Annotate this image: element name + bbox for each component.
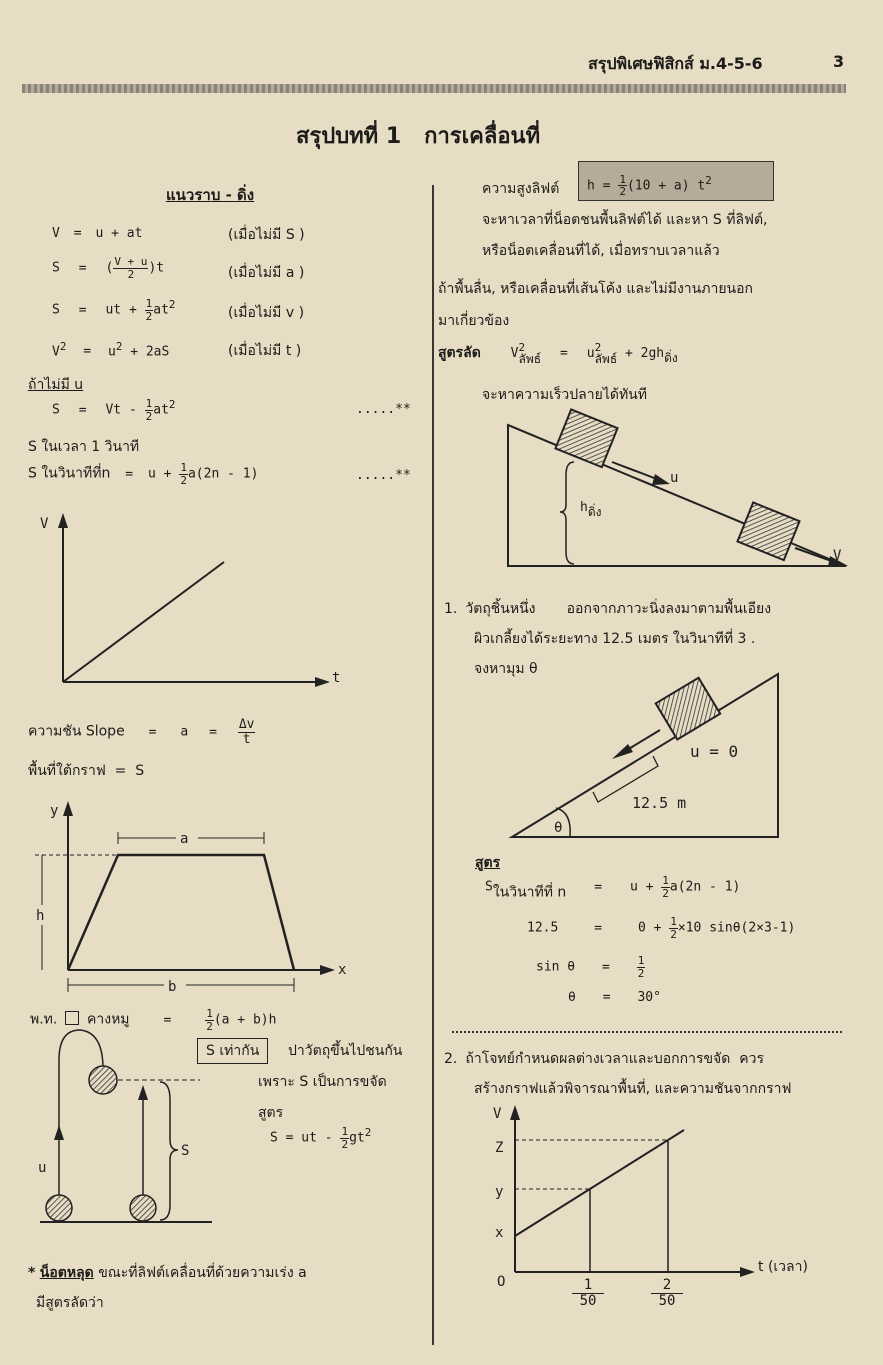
sol-r1-num: 1	[662, 874, 669, 887]
lift-tail: (10 + a) t	[626, 178, 706, 194]
eq3-exp: 2	[168, 298, 176, 312]
s-brace	[160, 1082, 178, 1220]
eq4-rexp: 2	[115, 340, 123, 353]
area-under-graph: พื้นที่ใต้กราฟ = S	[28, 763, 145, 779]
slope-num: Δv	[238, 717, 255, 732]
eq5-exp: 2	[168, 398, 176, 412]
shortcut-sub2: ลัพธ์	[594, 352, 618, 366]
vt2-o: O	[497, 1274, 506, 1290]
note-bold: น็อตหลุด	[39, 1265, 94, 1281]
sol-r1: Sในวินาทีที่ n = u + $\frac{1}{2}$ a(2n - 1)	[485, 874, 741, 901]
sol-r3-lhs: sin θ	[536, 959, 576, 975]
s-in-1s: S ในเวลา 1 วินาที	[28, 439, 140, 455]
note-star: *	[28, 1265, 36, 1281]
h-brace	[560, 462, 574, 564]
sol-r2-tail: ×10 sinθ(2×3-1)	[677, 920, 796, 936]
trap-h-label: h	[36, 908, 45, 924]
throw-text2: เพราะ S เป็นการขจัด	[258, 1074, 387, 1090]
block-2	[737, 502, 799, 560]
slope-a: a	[180, 724, 189, 740]
throw-text3: สูตร	[258, 1105, 284, 1121]
incline2-theta: θ	[554, 820, 563, 836]
shortcut-v: V	[510, 346, 519, 361]
eq5-tail: at	[153, 402, 169, 418]
p2: หรือน็อตเคลื่อนที่ได้, เมื่อทราบเวลาแล้ว	[482, 243, 720, 259]
lift-exp: 2	[705, 174, 712, 187]
sol-r1-den: 2	[662, 886, 669, 900]
vt2-t2-num: 2	[651, 1278, 683, 1294]
trapezoid-icon	[65, 1011, 79, 1025]
sol-r1-tail: a(2n - 1)	[669, 879, 741, 895]
eq2-cond: (เมื่อไม่มี a )	[228, 265, 305, 281]
eq3-num: 1	[145, 297, 153, 310]
eq5-den: 2	[145, 409, 153, 423]
vt2-t1	[572, 1278, 604, 1308]
shortcut-sub3: ดิ่ง	[664, 351, 678, 365]
eq6-tail: a(2n - 1)	[187, 466, 259, 482]
vt2-t2	[651, 1278, 683, 1308]
q1-line1	[444, 598, 771, 620]
eq3-pre: ut +	[105, 302, 137, 318]
section-heading: แนวราบ - ดิ่ง	[166, 186, 255, 204]
incline1-v: V	[833, 548, 842, 564]
trap-area: พ.ท. คางหมู = $\frac{1}{2}$ (a + b)h	[30, 1007, 277, 1033]
eq3-den: 2	[145, 309, 153, 323]
eq5-lhs: S	[52, 402, 60, 418]
incline1-h	[580, 500, 601, 522]
shortcut-note: จะหาความเร็วปลายได้ทันที	[482, 387, 647, 403]
trap-area-label: พ.ท.	[30, 1011, 58, 1028]
sol-r2: 12.5 = 0 + $\frac{1}{2}$ ×10 sinθ(2×3-1)	[527, 915, 796, 941]
lift-formula	[578, 161, 774, 201]
dotted-separator	[452, 1031, 842, 1033]
book-title: สรุปพิเศษฟิสิกส์ ม.4-5-6	[588, 54, 763, 73]
trap-y-arrow	[63, 801, 73, 816]
trap-area-den: 2	[206, 1019, 213, 1033]
q2-text1: ถ้าโจทย์กำหนดผลต่างเวลาและบอกการขจัด ควร	[465, 1051, 765, 1067]
no-u-label: ถ้าไม่มี u	[28, 377, 84, 393]
vt2-x-label: t (เวลา)	[758, 1259, 808, 1275]
sol-r3-num: 1	[637, 954, 645, 967]
eq2-den: 2	[127, 267, 135, 281]
eq6-den: 2	[180, 473, 187, 487]
sol-r2-pre: 0 +	[637, 920, 662, 936]
q2-line2: สร้างกราฟแล้วพิจารณาพื้นที่, และความชันจากกราฟ	[474, 1081, 792, 1097]
throw-formula	[270, 1126, 371, 1150]
p4: มาเกี่ยวข้อง	[438, 313, 510, 329]
eq6-lhs: S ในวินาทีที่n	[28, 465, 111, 482]
sol-r4-lhs: θ	[568, 990, 576, 1005]
incline1-h-letter: h	[580, 500, 588, 515]
eq2-lhs: S	[52, 260, 60, 276]
eq6-mark: .....**	[356, 468, 411, 483]
slope-label: ความชัน Slope	[28, 723, 125, 740]
sol-r1-sub: ในวินาทีที่ n	[492, 884, 567, 901]
q1-line2: ผิวเกลี้ยงได้ระยะทาง 12.5 เมตร ในวินาทีที่ 3 .	[474, 631, 756, 647]
vt-line	[63, 562, 224, 682]
sol-r4: θ = 30°	[568, 990, 661, 1005]
slope-den: t	[242, 731, 251, 747]
slope: ความชัน Slope = a = $\frac{\Delta v}{t}$	[28, 717, 255, 747]
note	[28, 1262, 307, 1284]
ball-1-path	[59, 1030, 103, 1195]
q1-num: 1.	[444, 601, 458, 617]
sol-r2-lhs: 12.5	[527, 920, 559, 936]
throw-u-label: u	[38, 1160, 47, 1176]
throw-text1: ปาวัตถุขึ้นไปชนกัน	[288, 1043, 403, 1059]
throw-exp: 2	[364, 1126, 372, 1140]
chapter-title: สรุปบทที่ 1 การเคลื่อนที่	[296, 124, 541, 149]
shortcut-label: สูตรลัด	[438, 345, 481, 361]
eq3-cond: (เมื่อไม่มี v )	[228, 305, 305, 321]
eq4-lexp: 2	[59, 340, 67, 353]
shortcut-exp1: 2	[518, 341, 526, 354]
sol-r1-lhs: S	[485, 879, 493, 895]
q1-line3: จงหามุม θ	[474, 661, 538, 677]
ball-2-arrow	[138, 1085, 148, 1100]
eq4-lhs: V	[52, 344, 60, 360]
trap-shape	[68, 855, 294, 970]
eq5-pre: Vt -	[105, 402, 137, 418]
vt2-t2-den: 50	[658, 1292, 676, 1309]
vt2-z: Z	[495, 1140, 504, 1156]
sol-label: สูตร	[475, 855, 501, 871]
sol-r1-pre: u +	[629, 879, 654, 895]
eq2-num: V + u	[114, 255, 148, 268]
sol-r4-rhs: 30°	[637, 990, 661, 1005]
eq3: S = ut + $\frac{1}{2}$ $at^2$	[52, 297, 176, 323]
eq4-cond: (เมื่อไม่มี t )	[228, 343, 302, 359]
eq1: V = u + at	[52, 226, 143, 241]
throw-s-label: S	[181, 1143, 190, 1159]
shortcut-u: u	[586, 346, 595, 361]
trap-area-tail: (a + b)h	[213, 1012, 277, 1028]
page-number: 3	[833, 52, 845, 71]
lift-num: 1	[619, 172, 626, 186]
incline1-h-sub: ดิ่ง	[587, 505, 602, 519]
vt2-t1-num: 1	[572, 1278, 604, 1294]
eq1-cond: (เมื่อไม่มี S )	[228, 227, 305, 243]
ball-1-arrow	[54, 1125, 64, 1140]
eq6-pre: u +	[148, 466, 172, 482]
eq3-tail: at	[153, 302, 169, 318]
eq1-lhs: V	[52, 226, 60, 241]
eq1-rhs: u + at	[95, 226, 143, 241]
trap-area-shape: คางหมู	[87, 1011, 130, 1028]
eq4: $V^2 = u^2 + 2aS$	[52, 340, 170, 360]
shortcut	[438, 342, 678, 368]
eq6-num: 1	[180, 461, 187, 474]
vt2-t1-den: 50	[579, 1292, 597, 1309]
eq2-tail: )t	[148, 260, 165, 276]
note-text: ขณะที่ลิฟต์เคลื่อนที่ด้วยความเร่ง a	[98, 1265, 307, 1281]
throw-formula-pre: S = ut -	[270, 1130, 333, 1146]
throw-num: 1	[341, 1125, 349, 1138]
vt2-x: x	[495, 1225, 504, 1241]
trap-b-label: b	[168, 979, 177, 995]
vt-y-arrow	[58, 513, 68, 528]
eq5: S = Vt - $\frac{1}{2}$ $at^2$	[52, 397, 176, 423]
p1: จะหาเวลาที่น็อตชนพื้นลิฟต์ได้ และหา S ที่ลิฟต์,	[482, 212, 768, 228]
shortcut-eq: =	[559, 346, 568, 361]
q2-num: 2.	[444, 1051, 458, 1067]
eq6: S ในวินาทีที่n = u + $\frac{1}{2}$ a(2n - 1)	[28, 461, 259, 487]
vt2-line	[515, 1130, 684, 1236]
sol-r2-den: 2	[670, 927, 677, 941]
block-1	[555, 409, 617, 467]
p3: ถ้าพื้นลื่น, หรือเคลื่อนที่เส้นโค้ง และไม่มีงานภายนอก	[438, 281, 753, 297]
trap-area-num: 1	[206, 1007, 213, 1020]
block-3	[656, 678, 720, 740]
trap-y-label: y	[50, 803, 59, 819]
eq5-num: 1	[145, 397, 153, 410]
trap-x-label: x	[338, 962, 347, 978]
eq3-lhs: S	[52, 302, 60, 318]
throw-formula-tail: gt	[349, 1130, 365, 1146]
eq5-mark: .....**	[356, 402, 411, 417]
incline2-dist: 12.5 m	[632, 794, 687, 812]
q1-text1: วัตถุชิ้นหนึ่ง ออกจากภาวะนิ่งลงมาตามพื้นเอียง	[465, 601, 772, 617]
throw-box: S เท่ากัน	[197, 1038, 268, 1064]
sol-r2-num: 1	[670, 915, 677, 928]
incline2-u: u = 0	[690, 742, 739, 761]
vt-y-label: V	[40, 516, 49, 532]
sol-r3-den: 2	[637, 966, 645, 980]
shortcut-exp2: 2	[594, 341, 602, 354]
eq4-tail: + 2aS	[130, 344, 170, 360]
ball-top	[89, 1066, 117, 1094]
sol-r3: sin θ = $\frac{1}{2}$	[536, 954, 645, 980]
throw-den: 2	[341, 1137, 349, 1151]
shortcut-sub1: ลัพธ์	[518, 352, 542, 366]
note-text2: มีสูตรลัดว่า	[36, 1295, 104, 1311]
vt2-y-label: V	[493, 1106, 502, 1122]
lift-pre: h =	[587, 178, 611, 194]
vt2-y: y	[495, 1184, 504, 1200]
shortcut-tail: + 2gh	[624, 346, 665, 361]
ball-1	[46, 1195, 72, 1221]
eq4-rhs: u	[108, 344, 116, 360]
trap-x-arrow	[320, 965, 335, 975]
q2-line1	[444, 1048, 764, 1070]
eq2: S = ( $\frac{V + u}{2}$ )t	[52, 255, 165, 281]
incline1-u: u	[670, 470, 679, 486]
trap-a-label: a	[180, 831, 189, 847]
lift-den: 2	[619, 185, 626, 199]
lift-label: ความสูงลิฟต์	[482, 181, 560, 197]
vt-x-arrow	[315, 677, 330, 687]
ball-2	[130, 1195, 156, 1221]
vt-x-label: t	[332, 670, 341, 686]
